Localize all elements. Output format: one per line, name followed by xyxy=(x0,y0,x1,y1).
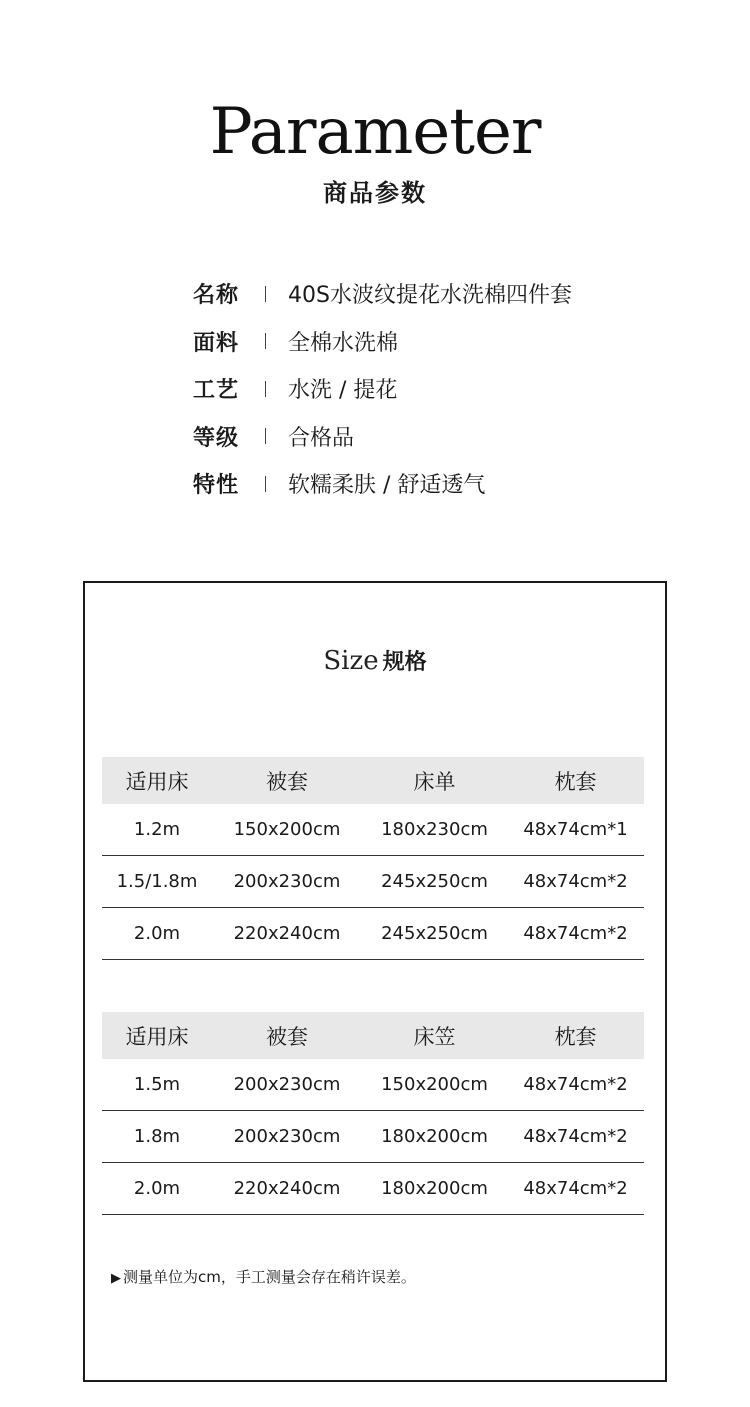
header-cell-fitted-sheet: 床笠 xyxy=(413,1024,456,1049)
table-cell: 2.0m xyxy=(133,1178,181,1199)
table-cell: 180x200cm xyxy=(381,1126,488,1147)
page-title: Parameter xyxy=(209,95,541,169)
param-divider xyxy=(265,476,266,492)
table-cell: 150x200cm xyxy=(381,1074,488,1095)
table-cell: 200x230cm xyxy=(233,871,341,892)
header-cell-pillowcase: 枕套 xyxy=(554,1024,597,1049)
header-cell-sheet: 床单 xyxy=(413,769,456,794)
table-row xyxy=(102,804,644,856)
header-cell-pillowcase: 枕套 xyxy=(554,769,597,794)
table-cell: 1.2m xyxy=(133,819,181,840)
note-text: 测量单位为cm，手工测量会存在稍许误差。 xyxy=(123,1268,416,1286)
table-row xyxy=(102,1111,644,1163)
header-cell-bed: 适用床 xyxy=(125,769,189,794)
param-label: 等级 xyxy=(193,425,240,451)
size-table-fitted xyxy=(102,1012,644,1215)
table-row xyxy=(102,856,644,908)
triangle-marker-icon: ▶ xyxy=(111,1271,121,1286)
param-value: 软糯柔肤 / 舒适透气 xyxy=(288,473,486,499)
measurement-note xyxy=(111,1266,416,1290)
param-value: 全棉水洗棉 xyxy=(288,330,399,356)
table-cell: 48x74cm*2 xyxy=(523,1074,628,1095)
param-divider xyxy=(265,428,266,444)
table-cell: 220x240cm xyxy=(233,1178,341,1199)
table-cell: 48x74cm*2 xyxy=(523,923,628,944)
table-cell: 2.0m xyxy=(133,923,181,944)
param-row-grade xyxy=(193,413,713,461)
param-divider xyxy=(265,286,266,302)
size-title xyxy=(85,643,665,682)
param-label: 名称 xyxy=(193,283,240,309)
table-cell: 180x230cm xyxy=(381,819,488,840)
header-cell-duvet: 被套 xyxy=(266,1024,308,1049)
header-cell-bed: 适用床 xyxy=(125,1024,189,1049)
param-label: 特性 xyxy=(193,473,240,499)
table-cell: 200x230cm xyxy=(233,1074,341,1095)
table-cell: 245x250cm xyxy=(381,871,488,892)
table-cell: 200x230cm xyxy=(233,1126,341,1147)
param-divider xyxy=(265,381,266,397)
param-row-fabric xyxy=(193,318,713,366)
table-cell: 48x74cm*2 xyxy=(523,1178,628,1199)
table-cell: 48x74cm*2 xyxy=(523,1126,628,1147)
table-row xyxy=(102,908,644,960)
param-divider xyxy=(265,333,266,349)
table-header xyxy=(102,757,644,804)
page-subtitle: 商品参数 xyxy=(323,179,427,207)
size-title-cn: 规格 xyxy=(382,650,427,675)
table-cell: 48x74cm*2 xyxy=(523,871,628,892)
table-cell: 1.8m xyxy=(133,1126,181,1147)
param-row-name xyxy=(193,270,713,318)
size-title-en: Size xyxy=(323,646,379,676)
table-row xyxy=(102,1059,644,1111)
table-row xyxy=(102,1163,644,1215)
param-label: 工艺 xyxy=(193,378,240,404)
param-value: 水洗 / 提花 xyxy=(288,378,398,404)
table-header xyxy=(102,1012,644,1059)
table-cell: 48x74cm*1 xyxy=(523,819,628,840)
param-label: 面料 xyxy=(193,330,240,356)
param-row-craft xyxy=(193,365,713,413)
size-section xyxy=(83,581,667,1382)
table-cell: 180x200cm xyxy=(381,1178,488,1199)
param-value: 40S水波纹提花水洗棉四件套 xyxy=(288,283,572,309)
parameter-list xyxy=(193,270,713,508)
table-cell: 150x200cm xyxy=(233,819,341,840)
size-table-sheet xyxy=(102,757,644,960)
param-value: 合格品 xyxy=(288,425,355,451)
param-row-feature xyxy=(193,460,713,508)
table-cell: 220x240cm xyxy=(233,923,341,944)
table-cell: 245x250cm xyxy=(381,923,488,944)
header-cell-duvet: 被套 xyxy=(266,769,308,794)
table-cell: 1.5m xyxy=(133,1074,181,1095)
table-cell: 1.5/1.8m xyxy=(116,871,198,892)
